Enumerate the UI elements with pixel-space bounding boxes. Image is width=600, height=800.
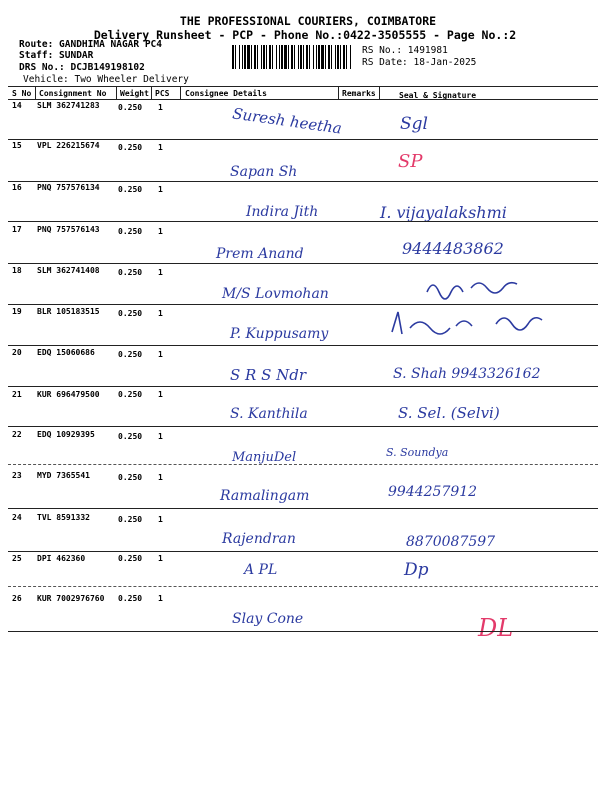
row-pcs: 1 (158, 268, 163, 277)
row-consignee: Prem Anand (216, 246, 304, 262)
row-pcs: 1 (158, 185, 163, 194)
col-divider (116, 86, 117, 100)
row-consignment: PNQ 757576134 (37, 183, 100, 192)
company-title: THE PROFESSIONAL COURIERS, COIMBATORE (179, 14, 437, 28)
row-rule (8, 426, 598, 427)
row-weight: 0.250 (118, 350, 143, 359)
row-pcs: 1 (158, 227, 163, 236)
barcode-bar (300, 45, 302, 69)
rs-number: RS No.: 1491981 (362, 45, 448, 56)
barcode-bar (291, 45, 293, 69)
row-consignment: EDQ 15060686 (37, 348, 95, 357)
barcode-bar (254, 45, 256, 69)
row-signature: SP (398, 151, 423, 172)
tamil-signature-mark (423, 274, 533, 302)
row-weight: 0.250 (118, 268, 143, 277)
row-weight: 0.250 (118, 515, 143, 524)
barcode-bar (337, 45, 339, 69)
row-sno: 24 (12, 513, 22, 522)
drs-label: DRS No.: DCJB149198102 (19, 62, 145, 73)
col-divider (379, 86, 380, 100)
tamil-signature-mark (386, 306, 556, 340)
col-divider (338, 86, 339, 100)
row-signature: S. Soundya (386, 446, 449, 459)
barcode-bar (321, 45, 324, 69)
row-signature: S. Shah 9943326162 (393, 366, 541, 382)
barcode-bar (346, 45, 347, 69)
barcode-bar (316, 45, 317, 69)
row-consignment: MYD 7365541 (37, 471, 90, 480)
row-consignee: Slay Cone (232, 611, 304, 627)
barcode-bar (276, 45, 277, 69)
row-rule (8, 586, 598, 587)
row-consignment: SLM 362741408 (37, 266, 100, 275)
barcode-bar (235, 45, 236, 69)
row-rule (8, 631, 598, 632)
row-weight: 0.250 (118, 103, 143, 112)
barcode-bar (272, 45, 273, 69)
row-consignment: TVL 8591332 (37, 513, 90, 522)
staff-label: Staff: SUNDAR (19, 50, 94, 61)
col-consignee: Consignee Details (185, 89, 267, 98)
row-consignment: VPL 226215674 (37, 141, 100, 150)
barcode-bar (242, 45, 243, 69)
barcode-bar (331, 45, 332, 69)
row-consignee: ManjuDel (232, 450, 297, 465)
row-weight: 0.250 (118, 594, 143, 603)
row-pcs: 1 (158, 554, 163, 563)
row-rule (8, 551, 598, 552)
barcode-bar (335, 45, 336, 69)
row-weight: 0.250 (118, 432, 143, 441)
row-rule (8, 386, 598, 387)
row-weight: 0.250 (118, 227, 143, 236)
row-weight: 0.250 (118, 473, 143, 482)
row-signature: Sgl (400, 114, 428, 134)
row-consignee: S R S Ndr (230, 366, 307, 384)
barcode-bar (239, 45, 240, 69)
row-pcs: 1 (158, 309, 163, 318)
barcode-bar (343, 45, 345, 69)
barcode-bar (328, 45, 330, 69)
row-pcs: 1 (158, 103, 163, 112)
row-weight: 0.250 (118, 185, 143, 194)
row-pcs: 1 (158, 350, 163, 359)
row-consignment: PNQ 757576143 (37, 225, 100, 234)
col-divider (35, 86, 36, 100)
row-sno: 23 (12, 471, 22, 480)
row-consignment: KUR 7002976760 (37, 594, 105, 603)
row-sno: 25 (12, 554, 22, 563)
row-pcs: 1 (158, 390, 163, 399)
row-consignee: Suresh heetha (231, 104, 343, 138)
row-rule (8, 263, 598, 264)
row-pcs: 1 (158, 594, 163, 603)
row-weight: 0.250 (118, 390, 143, 399)
row-rule (8, 221, 598, 222)
row-sno: 16 (12, 183, 22, 192)
row-sno: 26 (12, 594, 22, 603)
row-rule (8, 508, 598, 509)
row-consignment: KUR 696479500 (37, 390, 100, 399)
barcode-bar (294, 45, 295, 69)
row-consignee: P. Kuppusamy (230, 326, 329, 342)
col-divider (180, 86, 181, 100)
barcode-bar (251, 45, 252, 69)
row-consignment: EDQ 10929395 (37, 430, 95, 439)
col-divider (151, 86, 152, 100)
row-sno: 17 (12, 225, 22, 234)
row-sno: 21 (12, 390, 22, 399)
col-remarks: Remarks (342, 89, 376, 98)
barcode-bar (281, 45, 283, 69)
col-weight: Weight (120, 89, 149, 98)
row-weight: 0.250 (118, 309, 143, 318)
row-consignee: Sapan Sh (230, 164, 298, 180)
row-pcs: 1 (158, 432, 163, 441)
row-rule (8, 139, 598, 140)
row-signature: 8870087597 (406, 534, 496, 550)
row-consignee: Indira Jith (246, 204, 319, 220)
barcode-bar (266, 45, 267, 69)
row-weight: 0.250 (118, 554, 143, 563)
row-consignee: A PL (244, 562, 278, 578)
col-pcs: PCS (155, 89, 170, 98)
barcode-bar (325, 45, 326, 69)
vehicle-label: Vehicle: Two Wheeler Delivery (23, 74, 189, 85)
row-sno: 14 (12, 101, 22, 110)
col-sno: S No (12, 89, 32, 98)
barcode-bar (284, 45, 287, 69)
row-rule (8, 304, 598, 305)
barcode-bar (263, 45, 265, 69)
barcode-bar (298, 45, 299, 69)
row-signature: DL (478, 614, 514, 642)
row-signature: I. vijayalakshmi (380, 203, 507, 222)
barcode-bar (313, 45, 314, 69)
row-signature: S. Sel. (Selvi) (398, 404, 500, 422)
row-signature: 9944257912 (388, 484, 478, 500)
barcode (232, 45, 354, 69)
row-pcs: 1 (158, 143, 163, 152)
barcode-bar (350, 45, 351, 69)
barcode-bar (306, 45, 308, 69)
row-rule (8, 345, 598, 346)
row-consignee: Ramalingam (220, 488, 310, 504)
col-seal: Seal & Signature (399, 91, 477, 100)
barcode-bar (247, 45, 250, 69)
row-consignment: DPI 462360 (37, 554, 86, 563)
row-sno: 22 (12, 430, 22, 439)
row-consignment: SLM 362741283 (37, 101, 100, 110)
row-signature: 9444483862 (402, 239, 504, 258)
col-consignment: Consignment No (39, 89, 107, 98)
row-rule (8, 464, 598, 465)
barcode-bar (257, 45, 258, 69)
barcode-bar (279, 45, 280, 69)
row-sno: 19 (12, 307, 22, 316)
barcode-bar (244, 45, 246, 69)
barcode-bar (261, 45, 262, 69)
barcode-bar (232, 45, 234, 69)
row-weight: 0.250 (118, 143, 143, 152)
rs-date: RS Date: 18-Jan-2025 (362, 57, 477, 68)
header-rule (8, 99, 598, 100)
route-label: Route: GANDHIMA NAGAR PC4 (19, 39, 162, 50)
runsheet-title: Delivery Runsheet - PCP - Phone No.:0422-3505555 - Page No.:2 (93, 28, 517, 42)
row-sno: 20 (12, 348, 22, 357)
row-pcs: 1 (158, 515, 163, 524)
row-rule (8, 181, 598, 182)
row-consignment: BLR 105183515 (37, 307, 100, 316)
barcode-bar (288, 45, 289, 69)
row-sno: 18 (12, 266, 22, 275)
row-consignee: M/S Lovmohan (222, 286, 329, 302)
row-signature: Dp (404, 560, 429, 580)
row-consignee: S. Kanthila (230, 406, 308, 422)
row-pcs: 1 (158, 473, 163, 482)
table-top-rule (8, 86, 598, 87)
barcode-bar (309, 45, 310, 69)
barcode-bar (269, 45, 271, 69)
barcode-bar (340, 45, 341, 69)
row-consignee: Rajendran (222, 531, 296, 547)
row-sno: 15 (12, 141, 22, 150)
barcode-bar (318, 45, 320, 69)
barcode-bar (303, 45, 304, 69)
